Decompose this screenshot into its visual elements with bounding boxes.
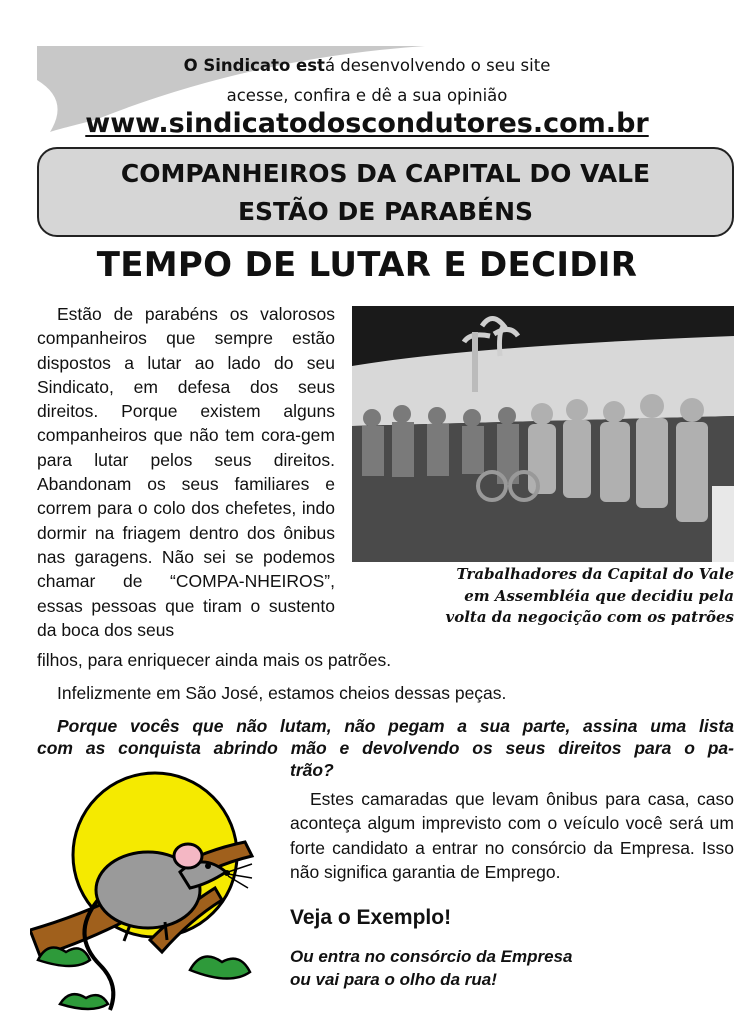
page-title: TEMPO DE LUTAR E DECIDIR [96, 245, 638, 285]
photo-caption-line-1: Trabalhadores da Capital do Vale [456, 565, 734, 583]
rat-cartoon-illustration [30, 760, 275, 1020]
assembly-photo [352, 306, 734, 562]
article-paragraph-1-end: filhos, para enriquecer ainda mais os patrões. [37, 650, 392, 670]
example-heading: Veja o Exemplo! [290, 906, 452, 929]
closing-line-2: ou vai para o olho da rua! [290, 970, 497, 989]
photo-caption-line-3: volta da negocição com os patrões [445, 608, 734, 626]
headline-line-2: ESTÃO DE PARABÉNS [237, 197, 534, 226]
banner-line-1-bold: O Sindicato est [183, 56, 325, 75]
question-line-1: Porque vocês que não lutam, não pegam a sua parte, assina uma lista [57, 716, 734, 736]
headline-box [37, 147, 734, 237]
closing-statement [290, 945, 572, 991]
photo-caption-line-2: em Assembléia que decidiu pela [464, 586, 734, 605]
article-paragraph-2: Infelizmente em São José, estamos cheios dessas peças. [57, 683, 507, 703]
headline-line-1: COMPANHEIROS DA CAPITAL DO VALE [120, 159, 651, 188]
banner-line-2: acesse, confira e dê a sua opinião [226, 86, 508, 105]
closing-line-1: Ou entra no consórcio da Empresa [290, 947, 573, 966]
article-paragraph-3: Estes camaradas que levam ônibus para casa, caso aconteça algum imprevisto com o veículo você será um forte candidato a entrar no consórcio da Empresa. Isso não significa garantia de Emprego. [290, 789, 734, 882]
banner-line-1 [0, 56, 734, 75]
question-line-2: com as conquista abrindo mão e devolvendo os seus direitos para o pa- [37, 738, 734, 758]
banner-line-1-rest: á desenvolvendo o seu site [324, 56, 551, 75]
website-url: www.sindicatodoscondutores.com.br [85, 108, 649, 139]
photo-caption [420, 564, 734, 629]
article-paragraph-1: Estão de parabéns os valorosos companheiros que sempre estão dispostos a lutar ao lado do seu Sindicato, em defesa dos seus direitos. Porque existem alguns companheiros que não tem cora-gem para lutar pelos seus direitos. Abandonam os seus familiares e correm para o colo dos chefetes, indo dormir na friagem dentro dos ônibus nas garagens. Não sei se podemos chamar de “COMPA-NHEIROS”, essas pessoas que tiram o sustento da boca dos seus [37, 304, 335, 640]
question-line-3: trão? [290, 760, 334, 780]
